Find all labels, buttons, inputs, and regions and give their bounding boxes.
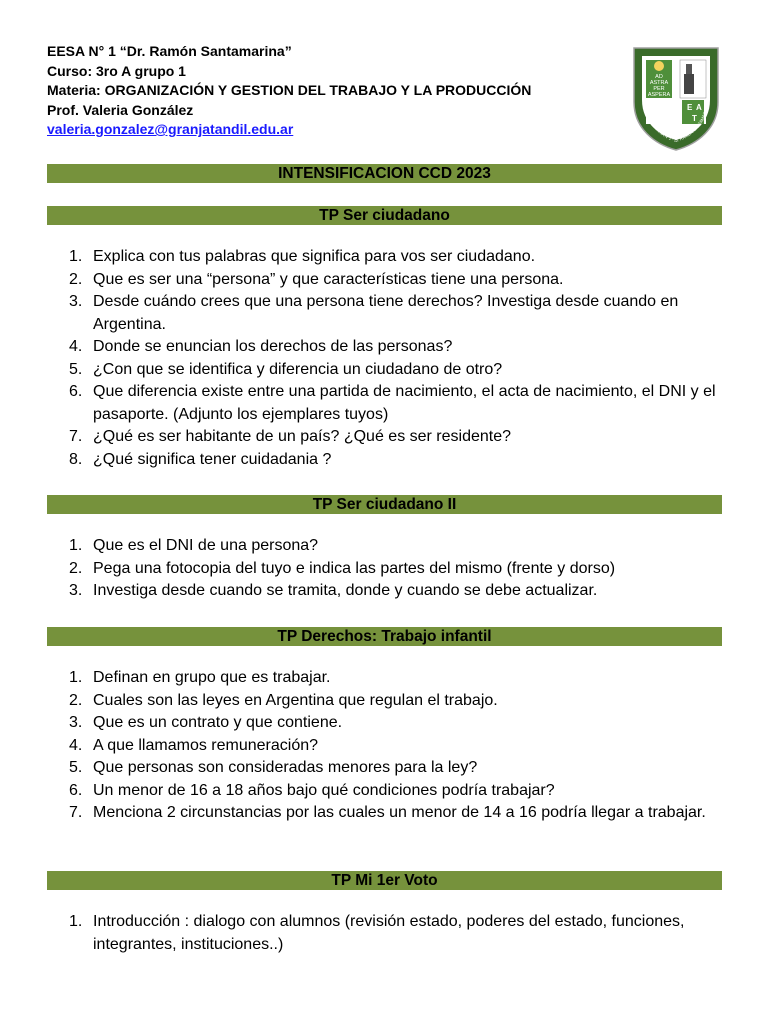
item-text: Que diferencia existe entre una partida de nacimiento, el acta de nacimiento, el DNI y el pasaporte. (Adjunto los ejemplares tuyos) bbox=[93, 383, 716, 423]
item-number: 6. bbox=[69, 781, 83, 799]
crest-motto-2: ASTRA bbox=[649, 80, 669, 86]
list-item bbox=[47, 558, 722, 581]
item-text: ¿Qué significa tener cuidadania ? bbox=[93, 450, 332, 468]
crest-motto-4: ASPERA bbox=[647, 92, 671, 98]
list-item bbox=[47, 580, 722, 603]
list-item bbox=[47, 381, 722, 426]
item-number: 8. bbox=[69, 450, 83, 468]
questions-mi-1er-voto bbox=[47, 911, 722, 956]
questions-ser-ciudadano-ii bbox=[47, 535, 722, 603]
item-number: 4. bbox=[69, 736, 83, 754]
list-item bbox=[47, 735, 722, 758]
item-text: Que personas son consideradas menores para la ley? bbox=[93, 759, 478, 776]
crest-letter-a: A bbox=[696, 103, 702, 112]
item-number: 1. bbox=[69, 248, 83, 265]
item-text: Menciona 2 circunstancias por las cuales un menor de 14 a 16 podría llegar a trabajar. bbox=[93, 804, 706, 821]
school-crest-logo bbox=[630, 44, 722, 152]
list-item bbox=[47, 802, 722, 825]
list-item bbox=[47, 426, 722, 449]
list-item bbox=[47, 246, 722, 269]
list-item bbox=[47, 712, 722, 735]
questions-ser-ciudadano bbox=[47, 246, 722, 471]
list-item bbox=[47, 911, 722, 956]
list-item bbox=[47, 336, 722, 359]
item-text: A que llamamos remuneración? bbox=[93, 736, 319, 754]
item-text: Definan en grupo que es trabajar. bbox=[93, 669, 331, 686]
list-item bbox=[47, 291, 722, 336]
item-number: 6. bbox=[69, 383, 83, 400]
item-text: Pega una fotocopia del tuyo e indica las partes del mismo (frente y dorso) bbox=[93, 559, 616, 577]
list-item bbox=[47, 449, 722, 472]
list-item bbox=[47, 780, 722, 803]
teacher-email-link[interactable]: valeria.gonzalez@granjatandil.edu.ar bbox=[47, 121, 294, 137]
crest-letter-e: E bbox=[687, 103, 693, 112]
item-number: 1. bbox=[69, 537, 83, 554]
document-title: INTENSIFICACION CCD 2023 bbox=[47, 164, 722, 183]
item-number: 3. bbox=[69, 582, 83, 599]
section-heading-mi-1er-voto: TP Mi 1er Voto bbox=[47, 871, 722, 890]
crest-motto-1: AD bbox=[655, 74, 663, 80]
item-number: 2. bbox=[69, 270, 83, 288]
item-text: Desde cuándo crees que una persona tiene derechos? Investiga desde cuando en Argentina. bbox=[93, 293, 679, 333]
item-text: Donde se enuncian los derechos de las personas? bbox=[93, 338, 453, 355]
item-text: Explica con tus palabras que significa para vos ser ciudadano. bbox=[93, 248, 536, 265]
item-number: 2. bbox=[69, 559, 83, 577]
list-item bbox=[47, 269, 722, 292]
item-number: 1. bbox=[69, 913, 83, 930]
item-text: Introducción : dialogo con alumnos (revisión estado, poderes del estado, funciones, integrantes, instituciones..) bbox=[93, 913, 685, 953]
item-text: Que es un contrato y que contiene. bbox=[93, 714, 343, 731]
list-item bbox=[47, 535, 722, 558]
crest-motto-3: PER bbox=[653, 86, 665, 92]
item-text: Investiga desde cuando se tramita, donde y cuando se debe actualizar. bbox=[93, 582, 598, 599]
item-number: 3. bbox=[69, 293, 83, 310]
course-line: Curso: 3ro A grupo 1 bbox=[47, 62, 186, 79]
item-number: 4. bbox=[69, 338, 83, 355]
item-text: ¿Con que se identifica y diferencia un ciudadano de otro? bbox=[93, 360, 503, 378]
item-number: 2. bbox=[69, 691, 83, 709]
item-number: 5. bbox=[69, 759, 83, 776]
list-item bbox=[47, 359, 722, 382]
questions-trabajo-infantil bbox=[47, 667, 722, 825]
crest-letter-t: T bbox=[692, 114, 697, 123]
item-number: 1. bbox=[69, 669, 83, 686]
item-number: 7. bbox=[69, 428, 83, 445]
item-text: Un menor de 16 a 18 años bajo qué condiciones podría trabajar? bbox=[93, 781, 555, 799]
list-item bbox=[47, 757, 722, 780]
section-heading-ser-ciudadano: TP Ser ciudadano bbox=[47, 206, 722, 225]
item-number: 7. bbox=[69, 804, 83, 821]
item-number: 3. bbox=[69, 714, 83, 731]
item-text: Que es el DNI de una persona? bbox=[93, 537, 319, 554]
list-item bbox=[47, 667, 722, 690]
crest-ring-text: ESCUELA AGRARIA N°1 · Dr. RAMON SANTAMARINA bbox=[642, 103, 709, 144]
item-text: Que es ser una “persona” y que características tiene una persona. bbox=[93, 270, 564, 288]
subject-line: Materia: ORGANIZACIÓN Y GESTION DEL TRABAJO Y LA PRODUCCIÓN bbox=[47, 82, 532, 98]
list-item bbox=[47, 690, 722, 713]
document-header bbox=[47, 42, 607, 140]
section-heading-ser-ciudadano-ii: TP Ser ciudadano II bbox=[47, 495, 722, 514]
item-text: Cuales son las leyes en Argentina que regulan el trabajo. bbox=[93, 691, 498, 709]
item-number: 5. bbox=[69, 360, 83, 378]
school-name: EESA N° 1 “Dr. Ramón Santamarina” bbox=[47, 43, 292, 59]
teacher-line: Prof. Valeria González bbox=[47, 101, 194, 118]
item-text: ¿Qué es ser habitante de un país? ¿Qué es ser residente? bbox=[93, 428, 512, 445]
section-heading-trabajo-infantil: TP Derechos: Trabajo infantil bbox=[47, 627, 722, 646]
